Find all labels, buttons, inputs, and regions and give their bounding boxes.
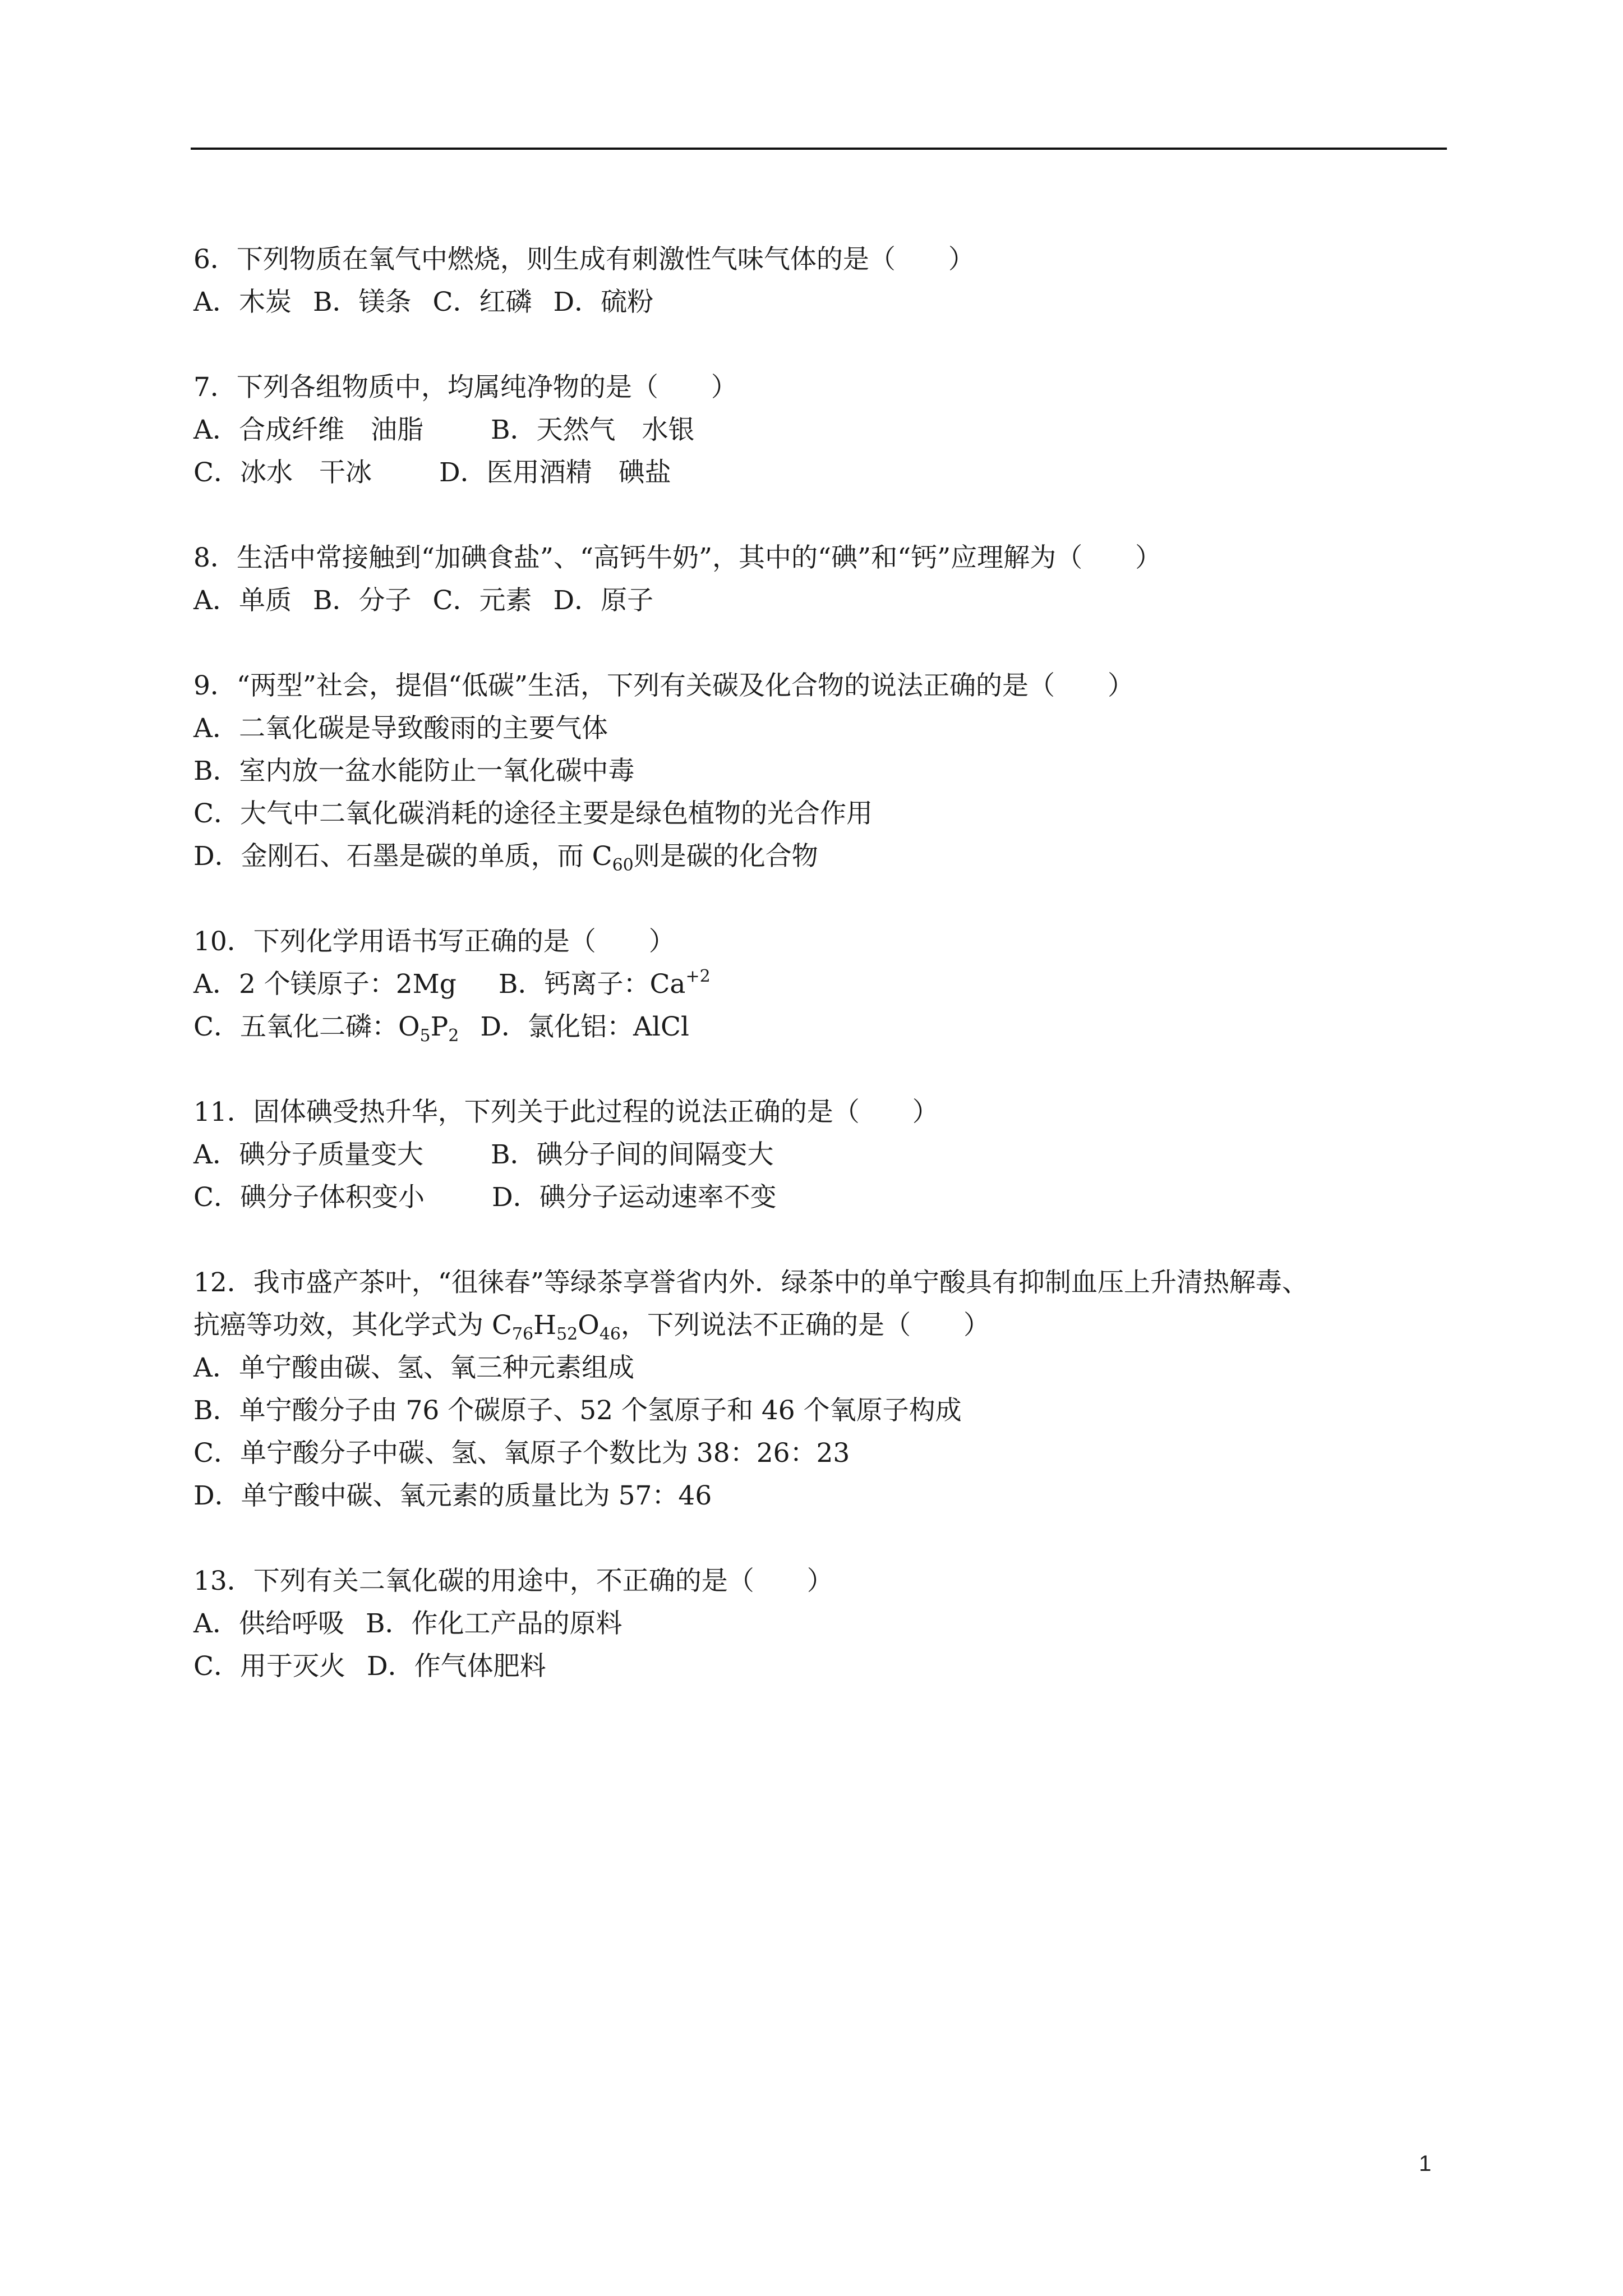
subscript: 52 xyxy=(556,1324,578,1344)
subscript: 5 xyxy=(419,1026,431,1046)
option-row xyxy=(193,1134,1447,1176)
option-b: B．作化工产品的原料 xyxy=(365,1608,623,1639)
option-d-prefix: D．金刚石、石墨是碳的单质，而 C xyxy=(193,841,612,872)
option-row xyxy=(193,1645,1447,1688)
option-d: D．单宁酸中碳、氧元素的质量比为 57：46 xyxy=(193,1480,712,1511)
option-d: D．碘分子运动速率不变 xyxy=(491,1182,777,1213)
question-stem: 7．下列各组物质中，均属纯净物的是（ ） xyxy=(193,372,737,403)
option-row xyxy=(193,452,1447,494)
option-d xyxy=(193,835,1447,878)
option-b: B．镁条 xyxy=(312,287,412,318)
question-6 xyxy=(193,238,1447,324)
option-c: C．用于灭火 xyxy=(193,1651,345,1682)
question-stem: 8．生活中常接触到“加碘食盐”、“高钙牛奶”，其中的“碘”和“钙”应理解为（ ） xyxy=(193,542,1162,573)
option-row xyxy=(193,579,1447,622)
page-number: 1 xyxy=(1419,2151,1432,2176)
option-c: C．元素 xyxy=(432,585,532,616)
subscript: 76 xyxy=(511,1324,534,1344)
question-10 xyxy=(193,921,1447,1048)
question-7 xyxy=(193,366,1447,494)
option-d: D．氯化铝：AlCl xyxy=(480,1011,689,1042)
option-b: B．室内放一盆水能防止一氧化碳中毒 xyxy=(193,756,635,786)
question-stem: 11．固体碘受热升华，下列关于此过程的说法正确的是（ ） xyxy=(193,1097,939,1128)
option-b: B．碘分子间的间隔变大 xyxy=(490,1139,774,1170)
question-stem: 10．下列化学用语书写正确的是（ ） xyxy=(193,926,675,957)
question-12 xyxy=(193,1262,1447,1517)
option-b: B．单宁酸分子由 76 个碳原子、52 个氢原子和 46 个氧原子构成 xyxy=(193,1395,962,1426)
option-c: C．碘分子体积变小 xyxy=(193,1182,425,1213)
question-stem: 13．下列有关二氧化碳的用途中，不正确的是（ ） xyxy=(193,1566,833,1596)
question-13 xyxy=(193,1560,1447,1688)
subscript: 2 xyxy=(448,1026,459,1046)
question-stem-line-1: 12．我市盛产茶叶，“徂徕春”等绿茶享誉省内外．绿茶中的单宁酸具有抑制血压上升清热解毒、 xyxy=(193,1267,1308,1298)
option-a: A．单宁酸由碳、氢、氧三种元素组成 xyxy=(193,1352,634,1383)
option-d: D．医用酒精 碘盐 xyxy=(439,457,671,488)
stem-text: 抗癌等功效，其化学式为 C xyxy=(193,1310,512,1341)
option-a: A．木炭 xyxy=(193,287,292,318)
option-row xyxy=(193,1176,1447,1219)
option-row xyxy=(193,1006,1447,1048)
c60-subscript: 60 xyxy=(612,855,634,875)
option-c: C．红磷 xyxy=(432,287,532,318)
option-a: A．单质 xyxy=(193,585,292,616)
question-stem: 9．“两型”社会，提倡“低碳”生活，下列有关碳及化合物的说法正确的是（ ） xyxy=(193,670,1135,701)
stem-text: ，下列说法不正确的是（ ） xyxy=(621,1310,990,1341)
option-a: A．供给呼吸 xyxy=(193,1608,344,1639)
option-b: B．分子 xyxy=(312,585,412,616)
option-d: D．原子 xyxy=(553,585,654,616)
option-a: A．碘分子质量变大 xyxy=(193,1139,423,1170)
subscript: 46 xyxy=(599,1324,621,1344)
question-9 xyxy=(193,665,1447,878)
option-row xyxy=(193,409,1447,452)
option-d-suffix: 则是碳的化合物 xyxy=(633,841,818,872)
option-row xyxy=(193,1603,1447,1645)
option-d: D．硫粉 xyxy=(553,287,654,318)
option-b: B．天然气 水银 xyxy=(490,415,695,445)
option-d: D．作气体肥料 xyxy=(366,1651,546,1682)
option-a: A．二氧化碳是导致酸雨的主要气体 xyxy=(193,713,608,744)
option-a: A．合成纤维 油脂 xyxy=(193,415,423,445)
option-c xyxy=(193,1006,459,1048)
option-c: C．单宁酸分子中碳、氢、氧原子个数比为 38：26：23 xyxy=(193,1438,850,1469)
option-row xyxy=(193,963,1447,1006)
option-b xyxy=(499,963,711,1006)
option-row xyxy=(193,281,1447,324)
question-8 xyxy=(193,537,1447,622)
option-a: A．2 个镁原子：2Mg xyxy=(193,969,457,1000)
formula-element: H xyxy=(533,1310,557,1341)
question-list xyxy=(193,238,1447,1731)
option-b-text: B．钙离子：Ca xyxy=(498,969,686,1000)
option-c-text: P xyxy=(430,1011,449,1042)
question-11 xyxy=(193,1091,1447,1219)
charge-superscript: +2 xyxy=(685,967,711,986)
formula-element: O xyxy=(578,1310,600,1341)
option-c-text: C．五氧化二磷：O xyxy=(193,1011,420,1042)
header-rule xyxy=(191,148,1447,150)
option-c: C．大气中二氧化碳消耗的途径主要是绿色植物的光合作用 xyxy=(193,798,873,829)
question-stem: 6．下列物质在氧气中燃烧，则生成有刺激性气味气体的是（ ） xyxy=(193,244,975,275)
question-stem-line-2 xyxy=(193,1304,1447,1347)
option-c: C．冰水 干冰 xyxy=(193,457,372,488)
